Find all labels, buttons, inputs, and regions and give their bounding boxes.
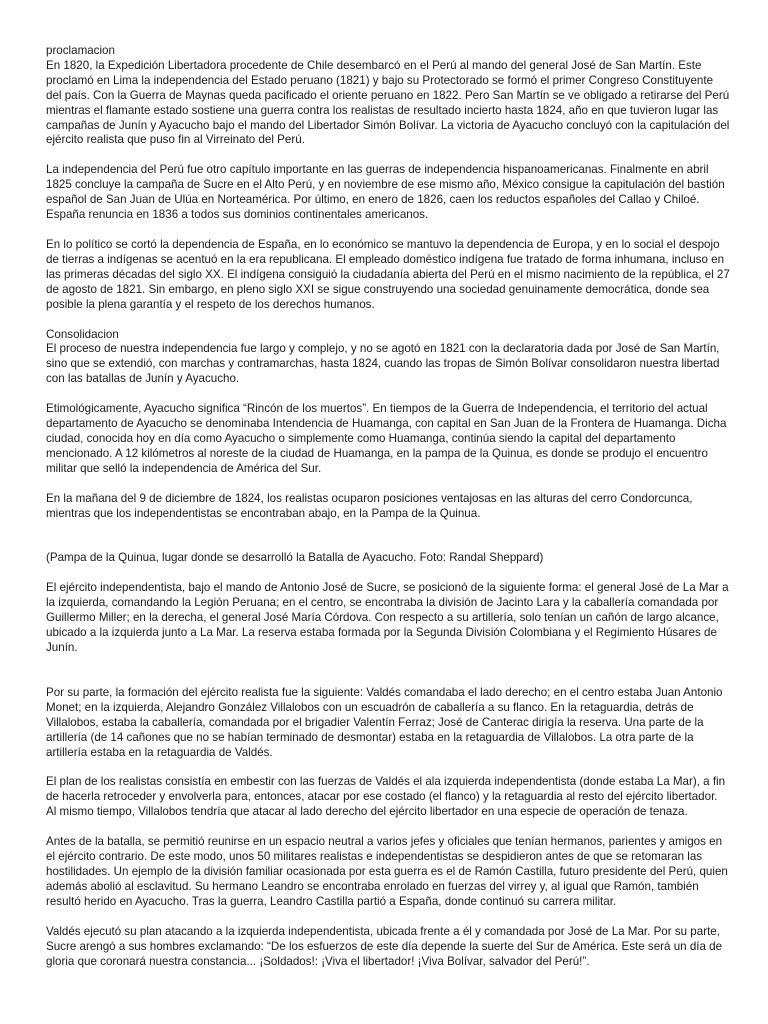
paragraph-valdes-plan: Valdés ejecutó su plan atacando a la izquierda independentista, ubicada frente a él y comandada por José de La Mar. Por su parte, Sucre arengó a sus hombres exclamando: “De los esfuerzos de este día depende la suerte del Sur de América. Este será un día de gloria que coronará nuestra constancia... ¡Soldados!: ¡Viva el libertador! ¡Viva Bolívar, salvador del Perú!”. — [46, 924, 723, 968]
section-heading-proclamacion: proclamacion — [46, 44, 115, 57]
paragraph-ejercito-independentista: El ejército independentista, bajo el mando de Antonio José de Sucre, se posicionó de la siguiente forma: el general José de La Mar a la izquierda, comandando la Legión Peruana; en el centro, se encontraba la división de Jacinto Lara y la caballería comandada por Guillermo Miller; en la derecha, el general José María Córdova. Con respecto a su artillería, solo tenían un cañón de largo alcance, ubicado a la izquierda junto a La Mar. La reserva estaba formada por la Segunda División Colombiana y el Regimiento Húsares de Junín. — [46, 581, 729, 654]
paragraph-dependencia-politica: En lo político se cortó la dependencia de España, en lo económico se mantuvo la dependencia de Europa, y en lo social el despojo de tierras a indígenas se acentuó en la era republicana. El empleado doméstico indígena fue tratado de forma inhumana, incluso en las primeras décadas del siglo XX. El indígena consiguió la ciudadanía abierta del Perú en el mismo nacimiento de la república, el 27 de agosto de 1821. Sin embargo, en pleno siglo XXI se sigue construyendo una sociedad genuinamente democrática, donde sea posible la plena garantía y el respeto de los derechos humanos. — [46, 237, 730, 311]
paragraph-etimologia-ayacucho: Etimológicamente, Ayacucho significa “Rincón de los muertos”. En tiempos de la Guerra de Independencia, el territorio del actual departamento de Ayacucho se denominaba Intendencia de Huamanga, con capital en San Juan de la Frontera de Huamanga. Dicha ciudad, conocida hoy en día como Ayacucho o simplemente como Huamanga, continúa siendo la capital del departamento mencionado. A 12 kilómetros al noreste de la ciudad de Huamanga, en la pampa de la Quinua, es donde se produjo el encuentro militar que selló la independencia de América del Sur. — [46, 402, 727, 475]
paragraph-plan-realistas: El plan de los realistas consistía en embestir con las fuerzas de Valdés el ala izquierda independentista (donde estaba La Mar), a fin de hacerla retroceder y envolverla para, entonces, atacar por ese costado (el flanco) y la retaguardia al resto del ejército libertador. Al mismo tiempo, Villalobos tendría que atacar al lado derecho del ejército libertador en una especie de operación de tenaza. — [46, 775, 726, 819]
document-body — [46, 44, 730, 969]
paragraph-ejercito-realista: Por su parte, la formación del ejército realista fue la siguiente: Valdés comandaba el lado derecho; en el centro estaba Juan Antonio Monet; en la izquierda, Alejandro González Villalobos con un escuadrón de caballería a su flanco. En la retaguardia, detrás de Villalobos, estaba la caballería, comandada por el brigadier Valentín Ferraz; José de Canterac dirigía la reserva. Una parte de la artillería (de 14 cañones que no se habían terminado de desmontar) estaba en la retaguardia de Villalobos. La otra parte de la artillería estaba en la retaguardia de Valdés. — [46, 685, 723, 759]
paragraph-expedicion-libertadora: En 1820, la Expedición Libertadora procedente de Chile desembarcó en el Perú al mando del general José de San Martín. Este proclamó en Lima la independencia del Estado peruano (1821) y bajo su Protectorado se formó el primer Congreso Constituyente del país. Con la Guerra de Maynas queda pacificado el oriente peruano en 1822. Pero San Martín se ve obligado a retirarse del Perú mientras el flamante estado sostiene una guerra contra los realistas de resultado incierto hasta 1824, año en que tuvieron lugar las campañas de Junín y Ayacucho bajo el mando del Libertador Simón Bolívar. La victoria de Ayacucho concluyó con la capitulación del ejército realista que puso fin al Virreinato del Perú. — [46, 58, 730, 147]
paragraph-manana-batalla: En la mañana del 9 de diciembre de 1824, los realistas ocuparon posiciones ventajosas en las alturas del cerro Condorcunca, mientras que los independentistas se encontraban abajo, en la Pampa de la Quinua. — [46, 491, 693, 520]
section-heading-consolidacion: Consolidacion — [46, 327, 119, 341]
photo-caption: (Pampa de la Quinua, lugar donde se desarrolló la Batalla de Ayacucho. Foto: Randal Sheppard) — [46, 551, 544, 565]
paragraph-proceso-independencia: El proceso de nuestra independencia fue largo y complejo, y no se agotó en 1821 con la declaratoria dada por José de San Martín, sino que se extendió, con marchas y contramarchas, hasta 1824, cuando las tropas de Simón Bolívar consolidaron nuestra libertad con las batallas de Junín y Ayacucho. — [46, 342, 720, 386]
paragraph-independencia-capitulo: La independencia del Perú fue otro capítulo importante en las guerras de independencia hispanoamericanas. Finalmente en abril 1825 concluye la campaña de Sucre en el Alto Perú, y en noviembre de ese mismo año, México consigue la capitulación del bastión español de San Juan de Ulúa en Norteamérica. Por último, en enero de 1826, caen los reductos españoles del Callao y Chiloé. España renuncia en 1836 a todos sus dominios continentales americanos. — [46, 163, 725, 222]
paragraph-antes-batalla: Antes de la batalla, se permitió reunirse en un espacio neutral a varios jefes y oficiales que tenían hermanos, parientes y amigos en el ejército contrario. De este modo, unos 50 militares realistas e independentistas se despidieron antes de que se retomaran las hostilidades. Un ejemplo de la división familiar ocasionada por esta guerra es el de Ramón Castilla, futuro presidente del Perú, quien además abolió al esclavitud. Su hermano Leandro se encontraba enrolado en fuerzas del virrey y, al igual que Ramón, también resultó herido en Ayacucho. Tras la guerra, Leandro Castilla partió a España, donde continuó su carrera militar. — [46, 835, 728, 908]
